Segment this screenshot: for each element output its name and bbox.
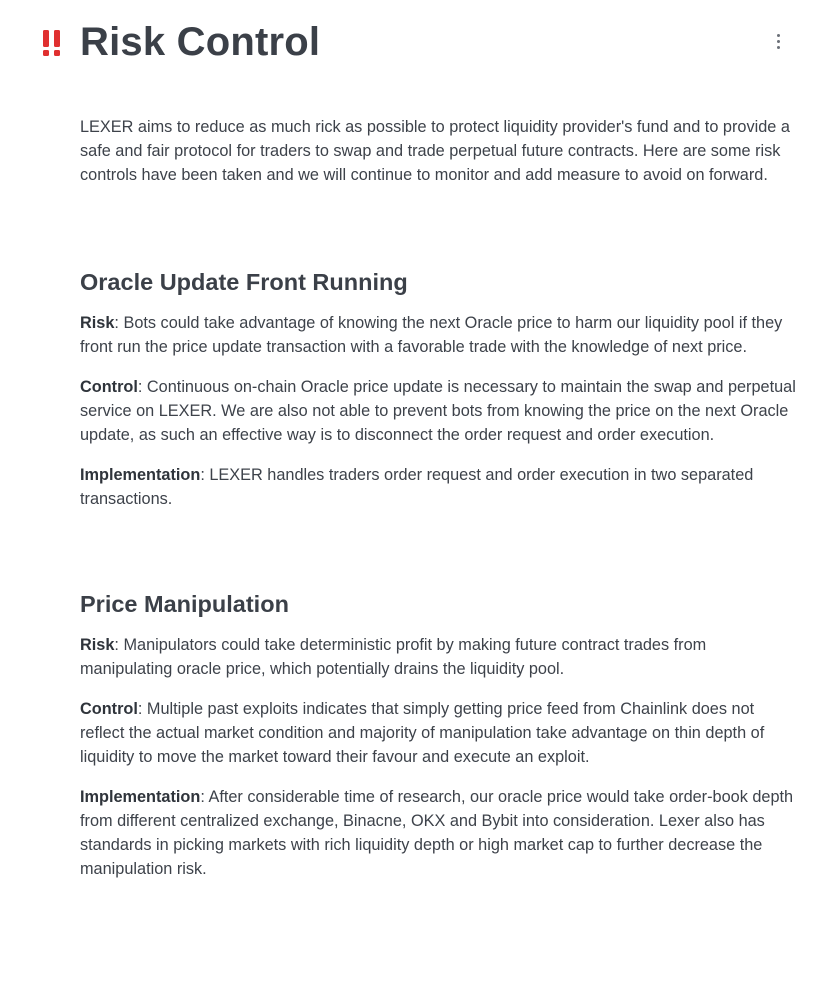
control-label: Control bbox=[80, 700, 138, 718]
risk-paragraph bbox=[80, 633, 796, 681]
risk-label: Risk bbox=[80, 314, 115, 332]
section-price-manipulation bbox=[80, 588, 796, 881]
implementation-label: Implementation bbox=[80, 466, 201, 484]
section-oracle-front-running bbox=[80, 266, 796, 511]
control-text: : Multiple past exploits indicates that simply getting price feed from Chainlink does not reflect the actual market condition and majority of manipulation take advantage on thin depth of liquidity to move the market toward their favour and execute an exploit. bbox=[80, 700, 765, 766]
document-body bbox=[80, 115, 796, 897]
more-options-button[interactable] bbox=[768, 30, 788, 52]
control-paragraph bbox=[80, 375, 796, 447]
risk-text: : Bots could take advantage of knowing the next Oracle price to harm our liquidity pool if they front run the price update transaction with a favorable trade with the knowledge of next price. bbox=[80, 314, 783, 356]
section-heading: Price Manipulation bbox=[80, 591, 289, 617]
risk-text: : Manipulators could take deterministic profit by making future contract trades from manipulating oracle price, which potentially drains the liquidity pool. bbox=[80, 636, 707, 678]
risk-label: Risk bbox=[80, 636, 115, 654]
more-vertical-icon bbox=[777, 34, 780, 37]
implementation-text: : LEXER handles traders order request and order execution in two separated transactions. bbox=[80, 466, 754, 508]
control-text: : Continuous on-chain Oracle price update is necessary to maintain the swap and perpetual service on LEXER. We are also not able to prevent bots from knowing the price on the next Oracle update, as such an effective way is to disconnect the order request and order execution. bbox=[80, 378, 796, 444]
implementation-paragraph bbox=[80, 785, 796, 881]
implementation-text: : After considerable time of research, our oracle price would take order-book depth from different centralized exchange, Binacne, OKX and Bybit into consideration. Lexer also has standards in picking markets with rich liquidity depth or high market cap to further decrease the manipulation risk. bbox=[80, 788, 794, 878]
double-exclamation-icon bbox=[40, 28, 64, 58]
implementation-paragraph bbox=[80, 463, 796, 511]
control-label: Control bbox=[80, 378, 138, 396]
page-title: Risk Control bbox=[80, 20, 321, 64]
intro-paragraph: LEXER aims to reduce as much rick as possible to protect liquidity provider's fund and to provide a safe and fair protocol for traders to swap and trade perpetual future contracts. Here are some risk controls have been taken and we will continue to monitor and add measure to avoid on forward. bbox=[80, 118, 790, 184]
section-heading: Oracle Update Front Running bbox=[80, 269, 408, 295]
risk-paragraph bbox=[80, 311, 796, 359]
control-paragraph bbox=[80, 697, 796, 769]
implementation-label: Implementation bbox=[80, 788, 201, 806]
